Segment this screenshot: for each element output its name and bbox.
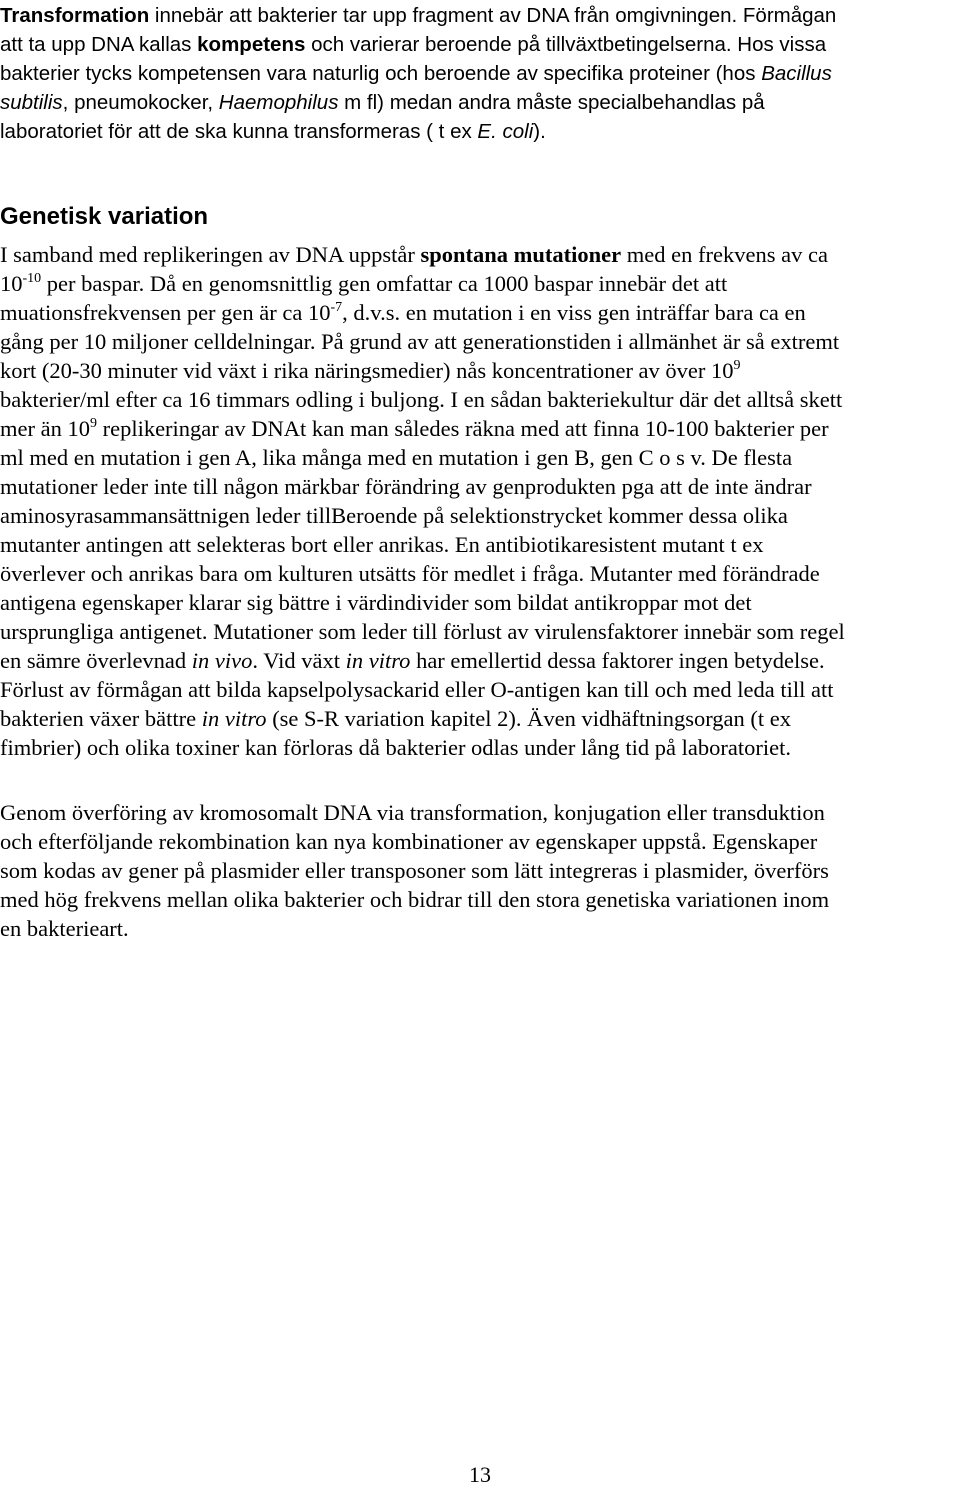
genetic-variation-paragraph <box>0 240 960 762</box>
text-line: att ta upp DNA kallas kompetens och varierar beroende på tillväxtbetingelserna. Hos vissa <box>0 33 827 56</box>
text-line: mutanter antingen att selekteras bort eller anrikas. En antibiotikaresistent mutant t ex <box>0 532 764 557</box>
text-line: aminosyrasammansättnigen leder tillBeroende på selektionstrycket kommer dessa olika <box>0 503 788 528</box>
text-line: med hög frekvens mellan olika bakterier och bidrar till den stora genetiska variationen inom <box>0 887 830 912</box>
text-line: Transformation innebär att bakterier tar upp fragment av DNA från omgivningen. Förmågan <box>0 4 837 27</box>
text-line: laboratoriet för att de ska kunna transformeras ( t ex E. coli). <box>0 120 546 143</box>
text-line: mer än $10^9$ replikeringar av DNAt kan man således räkna med att finna 10-100 bakterier per <box>0 416 829 441</box>
text-line: subtilis, pneumokocker, Haemophilus m fl) medan andra måste specialbehandlas på <box>0 91 765 114</box>
recombination-paragraph <box>0 798 960 943</box>
term-spontana-mutationer: spontana mutationer <box>420 242 622 267</box>
text-line: och efterföljande rekombination kan nya kombinationer av egenskaper uppstå. Egenskaper <box>0 829 818 854</box>
section-heading: Genetisk variation <box>0 203 209 230</box>
text-line: mutationer leder inte till någon märkbar förändring av genprodukten pga att de inte ändrar <box>0 474 812 499</box>
text-line: antigena egenskaper klarar sig bättre i värdindivider som bildat antikroppar mot det <box>0 590 752 615</box>
text-line: Genom överföring av kromosomalt DNA via transformation, konjugation eller transduktion <box>0 800 825 825</box>
text-line: kort (20-30 minuter vid växt i rika näringsmedier) nås koncentrationer av över $10^9$ <box>0 358 741 383</box>
text-line: en sämre överlevnad in vivo. Vid växt in vitro har emellertid dessa faktorer ingen betydelse. <box>0 648 825 673</box>
text-line: $10^{-10}$ per baspar. Då en genomsnittlig gen omfattar ca 1000 baspar innebär det att <box>0 271 728 296</box>
term-transformation: Transformation <box>0 4 150 27</box>
text-line: ml med en mutation i gen A, lika många med en mutation i gen B, gen C o s v. De flesta <box>0 445 793 470</box>
text-line: ursprungliga antigenet. Mutationer som leder till förlust av virulensfaktorer innebär som regel <box>0 619 845 644</box>
text-line: gång per 10 miljoner celldelningar. På grund av att generationstiden i allmänhet är så extremt <box>0 329 840 354</box>
text-line: Förlust av förmågan att bilda kapselpolysackarid eller O-antigen kan till och med leda till att <box>0 677 834 702</box>
text-line: I samband med replikeringen av DNA uppstår spontana mutationer med en frekvens av ca <box>0 242 828 267</box>
text-line: muationsfrekvensen per gen är ca $10^{-7}$, d.v.s. en mutation i en viss gen inträffar bara ca en <box>0 300 806 325</box>
text-line: bakterier/ml efter ca 16 timmars odling i buljong. I en sådan bakteriekultur där det alltså skett <box>0 387 843 412</box>
term-kompetens: kompetens <box>197 33 306 56</box>
text-line: fimbrier) och olika toxiner kan förloras då bakterier odlas under lång tid på laboratoriet. <box>0 735 791 760</box>
text-line: överlever och anrikas bara om kulturen utsätts för medlet i fråga. Mutanter med förändrade <box>0 561 820 586</box>
page-number: 13 <box>469 1462 491 1487</box>
text-line: som kodas av gener på plasmider eller transposoner som lätt integreras i plasmider, överförs <box>0 858 829 883</box>
text-line: bakterien växer bättre in vitro (se S-R variation kapitel 2). Även vidhäftningsorgan (t ex <box>0 706 792 731</box>
transformation-paragraph <box>0 1 960 146</box>
text-line: bakterier tycks kompetensen vara naturlig och beroende av specifika proteiner (hos Bacillus <box>0 62 832 85</box>
text-line: en bakterieart. <box>0 916 129 941</box>
